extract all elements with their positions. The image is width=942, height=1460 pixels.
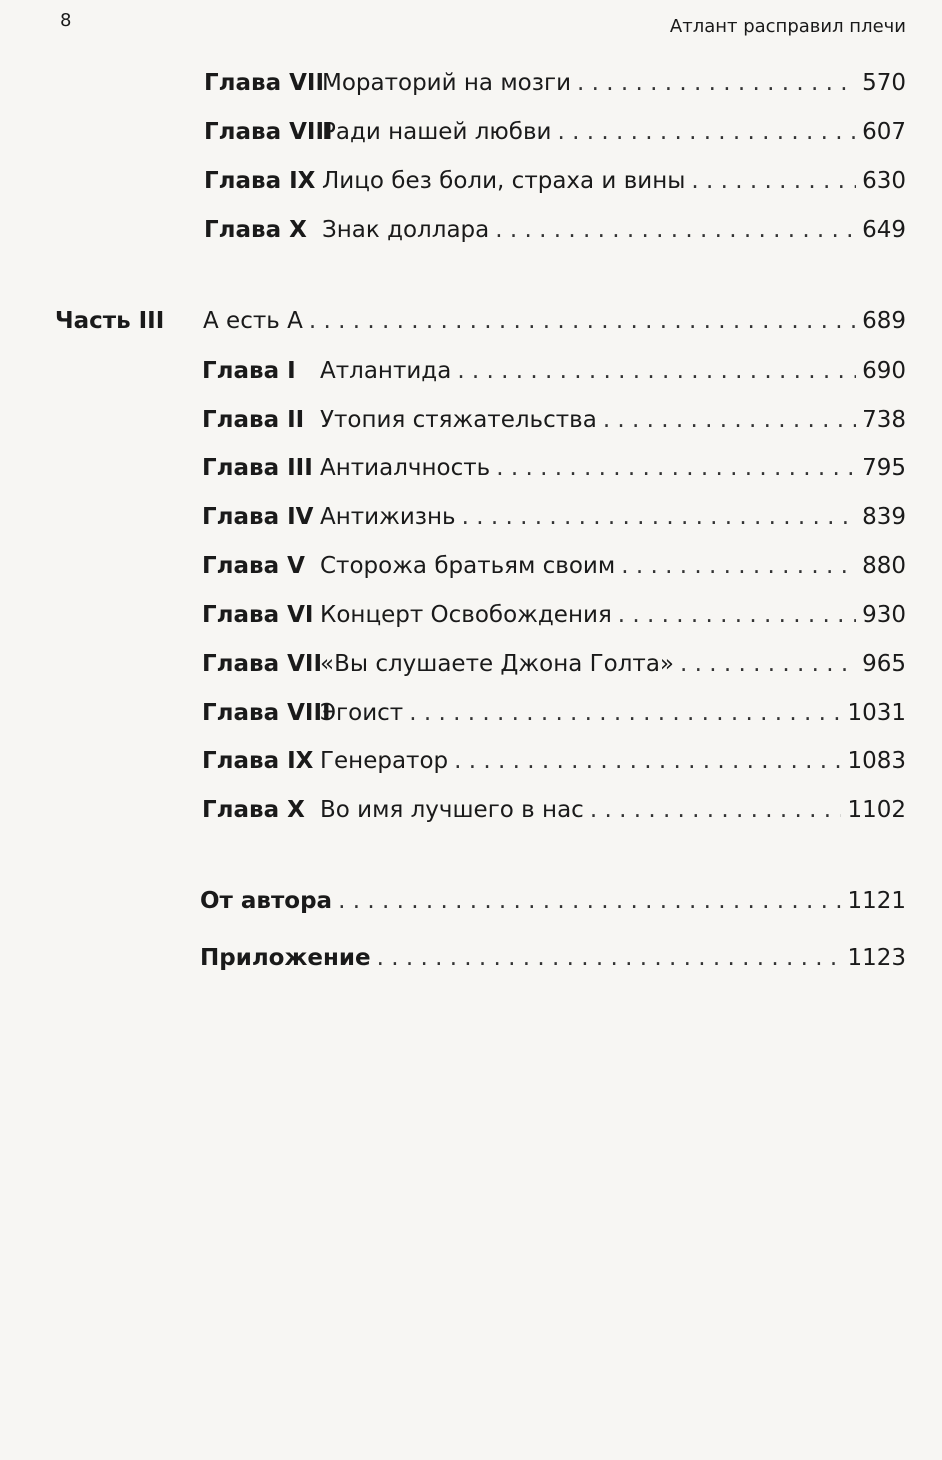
toc-entry[interactable] (202, 551, 906, 581)
backmatter-page: 1123 (847, 945, 906, 971)
dot-leader (377, 943, 842, 973)
dot-leader (577, 68, 856, 98)
chapter-page: 965 (862, 651, 906, 677)
toc-entry[interactable] (202, 795, 906, 825)
toc-entry[interactable] (204, 166, 906, 196)
part-page: 689 (862, 308, 906, 334)
toc-entry[interactable] (202, 405, 906, 435)
dot-leader (309, 306, 856, 336)
toc-entry[interactable] (202, 746, 906, 776)
chapter-title: Генератор (320, 748, 449, 774)
chapter-title: Знак доллара (322, 217, 490, 243)
chapter-label: Глава VI (202, 602, 314, 628)
dot-leader (557, 117, 856, 147)
chapter-page: 1031 (847, 700, 906, 726)
toc-entry[interactable] (202, 600, 906, 630)
toc-entry[interactable] (204, 215, 906, 245)
chapter-title: Утопия стяжательства (320, 407, 597, 433)
dot-leader (338, 886, 841, 916)
dot-leader (457, 356, 856, 386)
chapter-label: Глава I (202, 358, 296, 384)
toc-entry[interactable] (204, 117, 906, 147)
dot-leader (590, 795, 842, 825)
toc-entry[interactable] (204, 68, 906, 98)
chapter-title: Лицо без боли, страха и вины (322, 168, 686, 194)
dot-leader (462, 502, 856, 532)
dot-leader (691, 166, 856, 196)
chapter-title: Сторожа братьям своим (320, 553, 616, 579)
chapter-label: Глава VIII (204, 119, 333, 145)
chapter-page: 690 (862, 358, 906, 384)
chapter-title: Атлантида (320, 358, 452, 384)
dot-leader (618, 600, 856, 630)
toc-entry[interactable] (202, 698, 906, 728)
chapter-page: 1102 (847, 797, 906, 823)
chapter-title: Во имя лучшего в нас (320, 797, 584, 823)
chapter-label: Глава X (204, 217, 307, 243)
dot-leader (496, 453, 856, 483)
chapter-label: Глава IV (202, 504, 314, 530)
backmatter-page: 1121 (847, 888, 906, 914)
dot-leader (454, 746, 841, 776)
chapter-label: Глава X (202, 797, 305, 823)
chapter-title: Эгоист (320, 700, 404, 726)
chapter-label: Глава II (202, 407, 305, 433)
running-head: Атлант расправил плечи (669, 16, 906, 37)
dot-leader (409, 698, 841, 728)
chapter-label: Глава VIII (202, 700, 331, 726)
part-label: Часть III (55, 308, 165, 334)
toc-part-entry[interactable] (55, 306, 906, 336)
chapter-title: «Вы слушаете Джона Голта» (320, 651, 674, 677)
backmatter-title: От автора (200, 888, 333, 914)
chapter-label: Глава IX (202, 748, 314, 774)
chapter-title: Антижизнь (320, 504, 456, 530)
chapter-page: 795 (862, 455, 906, 481)
chapter-page: 930 (862, 602, 906, 628)
chapter-page: 880 (862, 553, 906, 579)
toc-entry[interactable] (202, 356, 906, 386)
toc-entry[interactable] (202, 649, 906, 679)
dot-leader (621, 551, 856, 581)
chapter-page: 570 (862, 70, 906, 96)
page-number: 8 (60, 10, 72, 31)
chapter-page: 839 (862, 504, 906, 530)
chapter-title: Ради нашей любви (322, 119, 552, 145)
toc-backmatter-entry[interactable] (200, 886, 906, 916)
chapter-label: Глава VII (202, 651, 323, 677)
dot-leader (603, 405, 856, 435)
toc-backmatter-entry[interactable] (200, 943, 906, 973)
chapter-label: Глава IX (204, 168, 316, 194)
chapter-page: 1083 (847, 748, 906, 774)
toc-entry[interactable] (202, 502, 906, 532)
chapter-label: Глава III (202, 455, 313, 481)
chapter-title: Мораторий на мозги (322, 70, 572, 96)
dot-leader (680, 649, 856, 679)
chapter-label: Глава V (202, 553, 305, 579)
chapter-title: Концерт Освобождения (320, 602, 612, 628)
chapter-page: 630 (862, 168, 906, 194)
chapter-title: Антиалчность (320, 455, 491, 481)
chapter-page: 649 (862, 217, 906, 243)
dot-leader (495, 215, 856, 245)
backmatter-title: Приложение (200, 945, 371, 971)
chapter-page: 607 (862, 119, 906, 145)
chapter-label: Глава VII (204, 70, 325, 96)
toc-entry[interactable] (202, 453, 906, 483)
part-title: А есть А (203, 308, 303, 334)
chapter-page: 738 (862, 407, 906, 433)
